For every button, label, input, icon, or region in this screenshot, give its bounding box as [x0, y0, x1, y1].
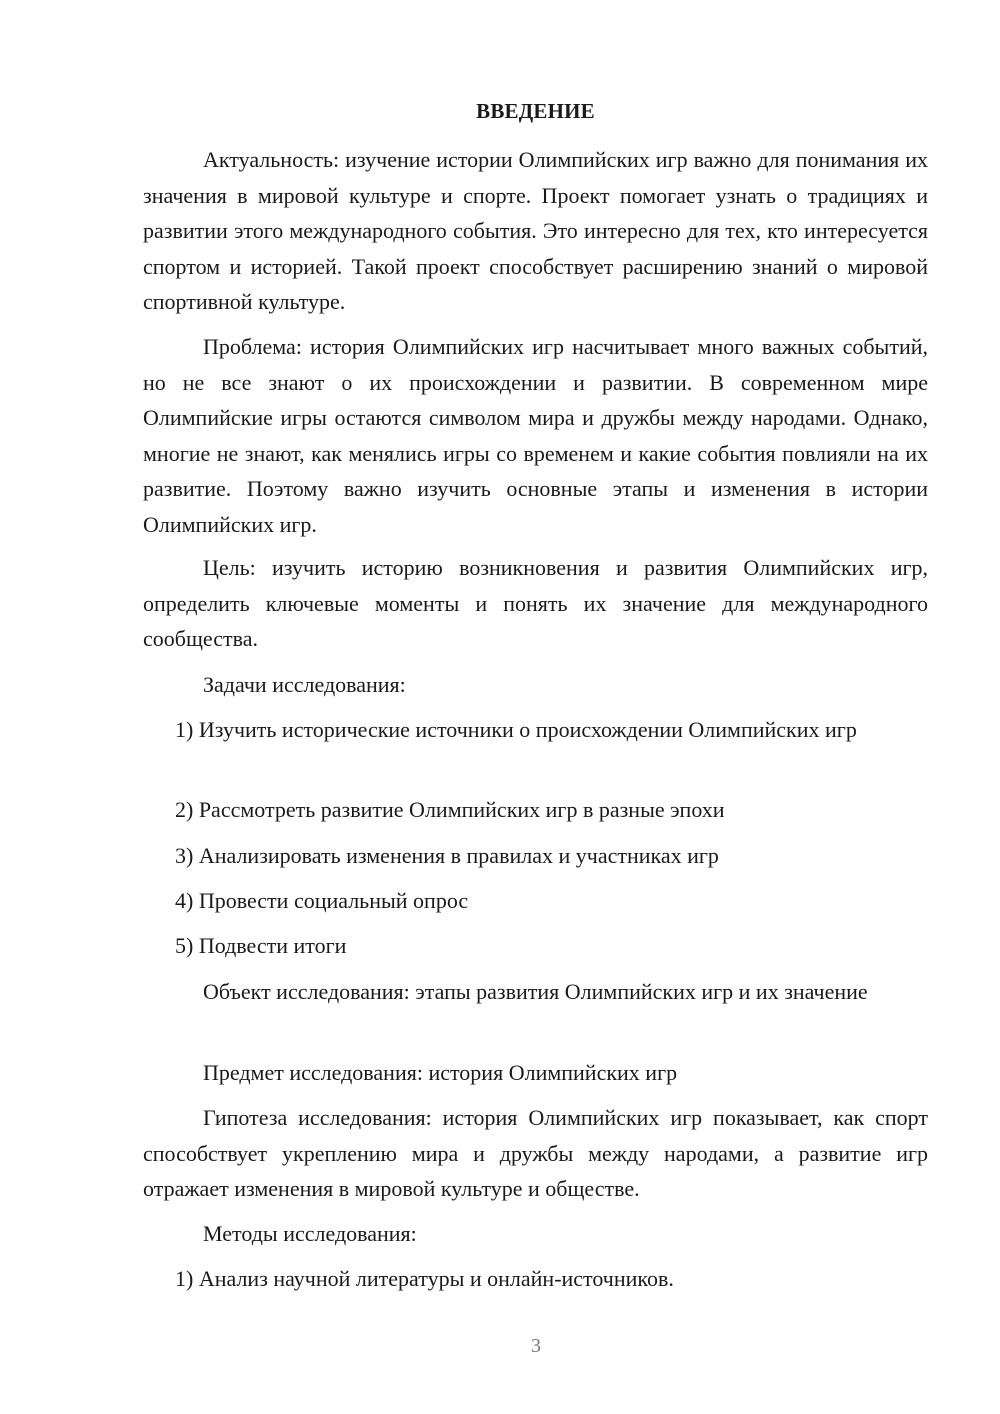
task-item-2: 2) Рассмотреть развитие Олимпийских игр в разные эпохи: [175, 797, 725, 822]
paragraph-relevance: Актуальность: изучение истории Олимпийских игр важно для понимания их значения в мировой культуре и спорте. Проект помогает узнать о традициях и развитии этого международного события. Это интересно для тех, кто интересуется спортом и историей. Такой проект способствует расширению знаний о мировой спортивной культуре.: [143, 147, 928, 314]
task-item-5: 5) Подвести итоги: [175, 933, 347, 958]
task-item-4: 4) Провести социальный опрос: [175, 888, 469, 913]
tasks-heading: Задачи исследования:: [203, 672, 406, 697]
paragraph-object: Объект исследования: этапы развития Олимпийских игр и их значение: [203, 979, 868, 1004]
section-title: ВВЕДЕНИЕ: [476, 99, 595, 123]
task-item-3: 3) Анализировать изменения в правилах и участниках игр: [175, 843, 719, 868]
paragraph-hypothesis: Гипотеза исследования: история Олимпийских игр показывает, как спорт способствует укреплению мира и дружбы между народами, а развитие игр отражает изменения в мировой культуре и обществе.: [143, 1105, 928, 1201]
paragraph-subject: Предмет исследования: история Олимпийских игр: [203, 1060, 678, 1085]
paragraph-problem: Проблема: история Олимпийских игр насчитывает много важных событий, но не все знают о их происхождении и развитии. В современном мире Олимпийские игры остаются символом мира и дружбы между народами. Однако, многие не знают, как менялись игры со временем и какие события повлияли на их развитие. Поэтому важно изучить основные этапы и изменения в истории Олимпийских игр.: [143, 334, 928, 537]
page-number: 3: [531, 1335, 541, 1357]
task-item-1: 1) Изучить исторические источники о происхождении Олимпийских игр: [175, 717, 857, 742]
methods-heading: Методы исследования:: [203, 1221, 417, 1246]
method-item-1: 1) Анализ научной литературы и онлайн-источников.: [175, 1266, 674, 1291]
paragraph-goal: Цель: изучить историю возникновения и развития Олимпийских игр, определить ключевые моменты и понять их значение для международного сообщества.: [143, 555, 928, 651]
